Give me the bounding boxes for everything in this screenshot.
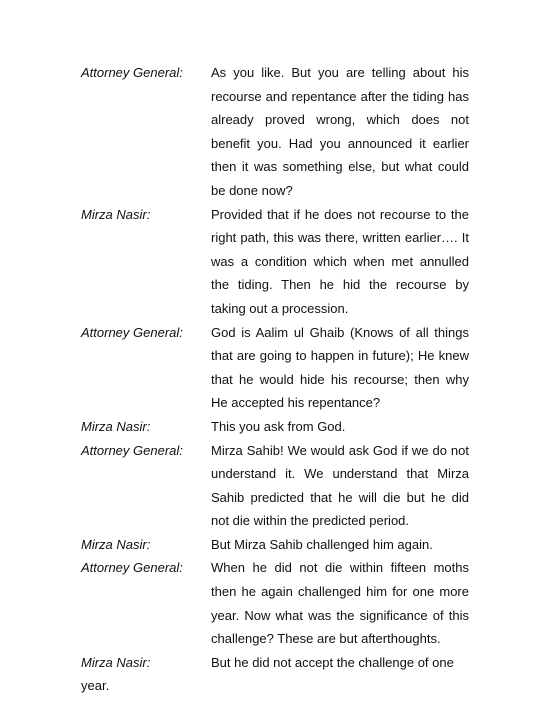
continuation-text: year.	[81, 678, 110, 694]
transcript	[81, 61, 469, 698]
speaker-label: Mirza Nasir:	[81, 206, 151, 222]
speaker-label: Attorney General:	[81, 442, 183, 458]
dialogue-turn	[81, 61, 469, 203]
dialogue-turn	[81, 556, 469, 650]
dialogue-turn	[81, 415, 469, 439]
dialogue-turn	[81, 203, 469, 321]
speaker-label: Attorney General:	[81, 65, 183, 80]
speech-text: As you like. But you are telling about his recourse and repentance after the tiding has already proved wrong, which does not benefit you. Had you announced it earlier then it was something else, but what could be done now?	[211, 65, 469, 198]
speech-text: Mirza Sahib! We would ask God if we do not understand it. We understand that Mirza Sahib predicted that he will die but he did not die within the predicted period.	[211, 442, 469, 529]
speaker-label: Mirza Nasir:	[81, 654, 151, 670]
speech-text: God is Aalim ul Ghaib (Knows of all things that are going to happen in future); He knew that he would hide his recourse; then why He accepted his repentance?	[211, 324, 469, 411]
speech-text: Provided that if he does not recourse to the right path, this was there, written earlier…. It was a condition which when met annulled the tiding. Then he hid the recourse by taking out a procession.	[211, 206, 469, 316]
dialogue-turn	[81, 651, 469, 675]
dialogue-turn	[81, 321, 469, 415]
speaker-label: Mirza Nasir:	[81, 418, 151, 434]
speech-text: But he did not accept the challenge of one	[211, 654, 454, 670]
speaker-label: Attorney General:	[81, 560, 183, 576]
speaker-label: Attorney General:	[81, 324, 183, 340]
dialogue-turn	[81, 533, 469, 557]
speaker-label: Mirza Nasir:	[81, 536, 151, 552]
speech-text: This you ask from God.	[211, 418, 346, 434]
speech-text: When he did not die within fifteen moths then he again challenged him for one more year. Now what was the significance of this challenge? These are but afterthoughts.	[211, 560, 469, 647]
speech-text: But Mirza Sahib challenged him again.	[211, 536, 433, 552]
dialogue-turn	[81, 439, 469, 533]
